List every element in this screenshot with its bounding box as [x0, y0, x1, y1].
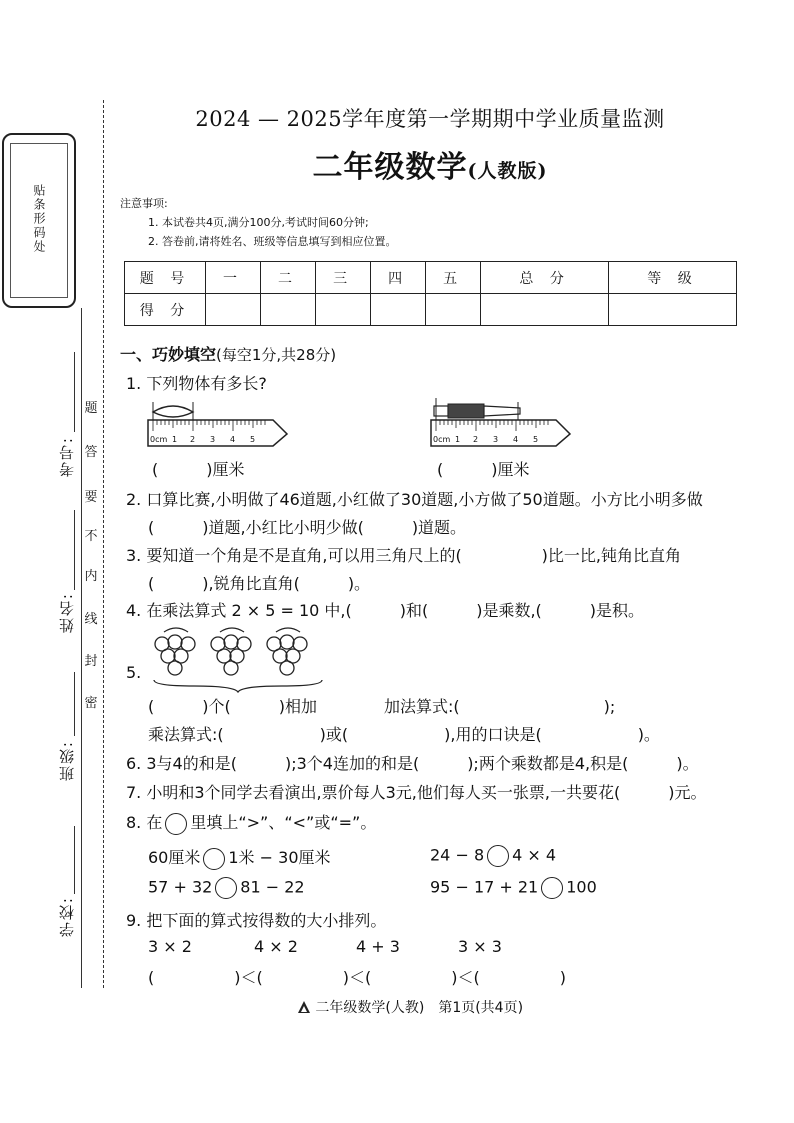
question-2-line2[interactable]: ( )道题,小红比小明少做( )道题。	[148, 518, 467, 537]
binding-dashed-line	[103, 100, 104, 988]
compare-left: 24 − 8	[430, 845, 485, 865]
seal-char: 要	[84, 490, 98, 505]
seal-char: 内	[84, 569, 98, 584]
score-cell[interactable]	[206, 294, 261, 326]
score-cell[interactable]	[371, 294, 426, 326]
seal-char: 线	[84, 612, 98, 627]
compare-circle-input[interactable]	[203, 848, 225, 870]
compare-circle-input[interactable]	[215, 877, 237, 899]
exam-no-label: 考号:	[58, 436, 76, 478]
score-cell[interactable]	[261, 294, 316, 326]
ruler-tick-label: 4	[230, 435, 236, 444]
seal-char: 题	[84, 401, 98, 416]
question-7[interactable]: 7. 小明和3个同学去看演出,票价每人3元,他们每人买一张票,一共要花( )元。	[126, 783, 707, 802]
score-table	[124, 261, 737, 326]
row-label: 得 分	[125, 294, 206, 326]
subject-title	[160, 142, 700, 186]
ruler-tick-label: 5	[533, 435, 539, 444]
compare-circle-input[interactable]	[541, 877, 563, 899]
ruler-tick-label: 2	[473, 435, 479, 444]
footer-text: 二年级数学(人教) 第1页(共4页)	[315, 1000, 524, 1016]
score-cell[interactable]	[426, 294, 481, 326]
ruler-tick-label: 4	[513, 435, 519, 444]
q9-expression: 4 + 3	[356, 937, 400, 956]
ruler-with-leaf	[145, 396, 290, 450]
score-cell[interactable]	[609, 294, 737, 326]
score-cell[interactable]	[316, 294, 371, 326]
school-line	[74, 826, 75, 894]
table-header-cell: 四	[371, 262, 426, 294]
score-table-header	[125, 262, 737, 294]
question-9: 9. 把下面的算式按得数的大小排列。	[126, 911, 387, 930]
ruler-tick-label: 3	[493, 435, 499, 444]
page-footer	[200, 997, 620, 1017]
question-8-tail: 里填上“>”、“<”或“=”。	[190, 813, 377, 832]
q1-answer-b[interactable]: ( )厘米	[437, 460, 530, 479]
compare-right: 1米 − 30厘米	[228, 848, 331, 867]
school-label: 学校:	[58, 896, 76, 938]
table-header-cell: 题 号	[125, 262, 206, 294]
name-line	[74, 510, 75, 590]
class-label: 班级:	[58, 740, 76, 782]
ruler-with-pen	[428, 396, 573, 450]
question-6[interactable]: 6. 3与4的和是( );3个4连加的和是( );两个乘数都是4,积是( )。	[126, 754, 699, 773]
ruler-tick-label: 2	[190, 435, 196, 444]
barcode-box	[2, 133, 76, 308]
notes-heading: 注意事项:	[120, 197, 168, 210]
compare-b	[430, 845, 556, 867]
seal-char: 答	[84, 445, 98, 460]
table-header-cell: 总 分	[481, 262, 609, 294]
grape-bunches-figure	[150, 624, 340, 694]
question-5-line2[interactable]: 乘法算式:( )或( ),用的口诀是( )。	[148, 725, 660, 744]
notes-block	[120, 194, 397, 251]
question-3-line1[interactable]: 3. 要知道一个角是不是直角,可以用三角尺上的( )比一比,钝角比直角	[126, 546, 682, 565]
q9-expression: 4 × 2	[254, 937, 298, 956]
note-item: 2. 答卷前,请将姓名、班级等信息填写到相应位置。	[148, 235, 397, 248]
q9-expression: 3 × 3	[458, 937, 502, 956]
ruler-tick-label: 5	[250, 435, 256, 444]
edition-label: (人教版)	[467, 160, 548, 182]
ruler-tick-label: 3	[210, 435, 216, 444]
question-1: 1. 下列物体有多长?	[126, 374, 267, 393]
exam-no-line	[74, 352, 75, 432]
section-note: (每空1分,共28分)	[216, 346, 337, 364]
ruler-tick-label: 0cm	[433, 435, 451, 444]
question-2-line1: 2. 口算比赛,小明做了46道题,小红做了30道题,小方做了50道题。小方比小明多做	[126, 490, 703, 509]
ruler-tick-label: 1	[172, 435, 178, 444]
compare-d	[430, 877, 597, 899]
score-cell[interactable]	[481, 294, 609, 326]
question-5-number: 5.	[126, 663, 142, 682]
question-8	[126, 810, 376, 835]
compare-right: 81 − 22	[240, 877, 305, 897]
circle-icon	[165, 813, 187, 835]
compare-left: 95 − 17 + 21	[430, 877, 539, 897]
question-8-prefix: 8. 在	[126, 813, 163, 832]
question-5-line1a[interactable]: ( )个( )相加	[148, 697, 317, 716]
section-heading	[120, 342, 336, 365]
publisher-logo-icon	[297, 1000, 311, 1014]
class-line	[74, 672, 75, 736]
table-header-cell: 二	[261, 262, 316, 294]
question-5-line1b[interactable]: 加法算式:( );	[384, 697, 616, 716]
compare-left: 60厘米	[148, 848, 201, 867]
barcode-area	[10, 143, 68, 298]
table-header-cell: 一	[206, 262, 261, 294]
barcode-label: 贴条形码处	[32, 184, 46, 254]
q1-answer-a[interactable]: ( )厘米	[152, 460, 245, 479]
q9-expression: 3 × 2	[148, 937, 192, 956]
question-3-line2[interactable]: ( ),锐角比直角( )。	[148, 574, 371, 593]
compare-right: 100	[566, 877, 597, 897]
section-title: 一、巧妙填空	[120, 345, 217, 364]
score-table-row	[125, 294, 737, 326]
table-header-cell: 三	[316, 262, 371, 294]
name-label: 姓名:	[58, 592, 76, 634]
binding-strip	[0, 0, 110, 1123]
table-header-cell: 五	[426, 262, 481, 294]
seal-char: 不	[84, 529, 98, 544]
table-header-cell: 等 级	[609, 262, 737, 294]
compare-left: 57 + 32	[148, 877, 213, 897]
compare-a	[148, 845, 331, 870]
exam-title: 2024 — 2025学年度第一学期期中学业质量监测	[195, 107, 665, 131]
ruler-tick-label: 0cm	[150, 435, 168, 444]
note-item: 1. 本试卷共4页,满分100分,考试时间60分钟;	[148, 216, 369, 229]
compare-c	[148, 877, 305, 899]
ruler-tick-label: 1	[455, 435, 461, 444]
question-4[interactable]: 4. 在乘法算式 2 × 5 = 10 中,( )和( )是乘数,( )是积。	[126, 601, 645, 620]
q9-order-blanks[interactable]: ( )＜( )＜( )＜( )	[148, 968, 566, 987]
seal-char: 密	[84, 696, 98, 711]
binding-solid-line	[81, 308, 82, 988]
compare-right: 4 × 4	[512, 845, 557, 865]
seal-char: 封	[84, 654, 98, 669]
subject-name: 二年级数学	[312, 150, 468, 185]
compare-circle-input[interactable]	[487, 845, 509, 867]
